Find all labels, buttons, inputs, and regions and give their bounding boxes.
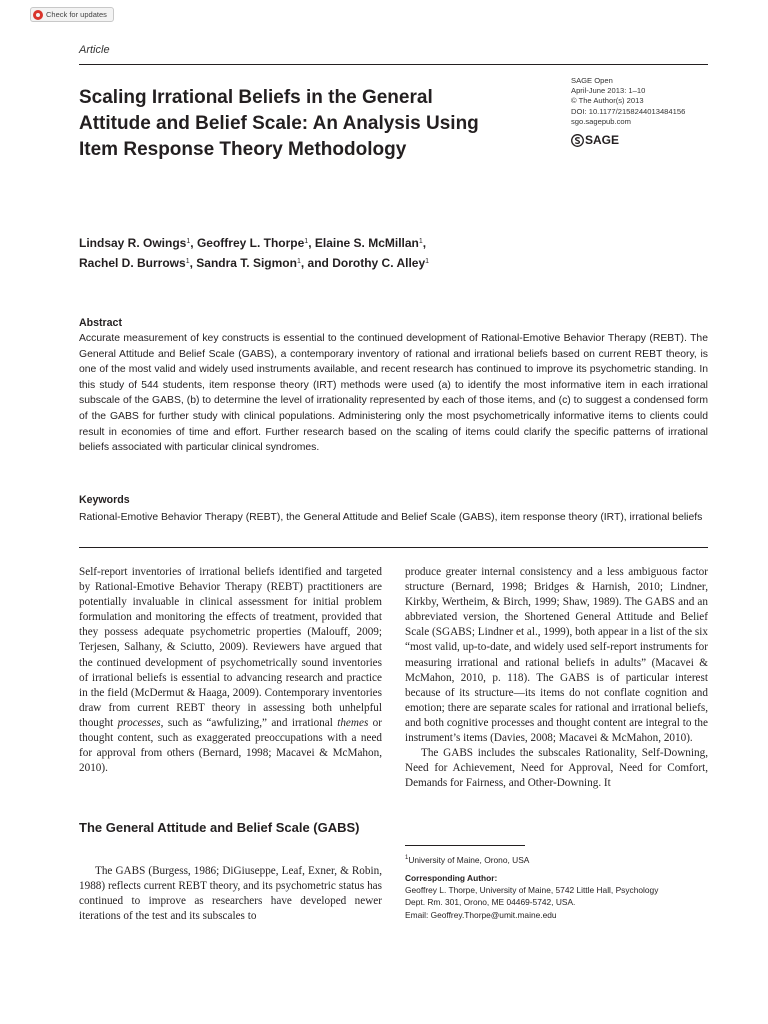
keywords-heading: Keywords (79, 494, 130, 506)
author-list (79, 233, 639, 273)
sage-logo-icon (571, 134, 584, 147)
section-heading-gabs: The General Attitude and Belief Scale (GABS) (79, 820, 360, 835)
crossmark-icon (33, 10, 43, 20)
abstract-divider (79, 547, 708, 548)
paragraph: The GABS includes the subscales Rationality, Self-Downing, Need for Achievement, Need for Approval, Need for Comfort, Demands for Fairness, and Other-Downing. It (405, 747, 708, 790)
author: Dorothy C. Alley$^1$ (332, 256, 430, 270)
keywords-text: Rational-Emotive Behavior Therapy (REBT), the General Attitude and Belief Scale (GABS), item response theory (IRT), irrational beliefs (79, 512, 703, 523)
right-column-text (405, 565, 708, 791)
sage-logo-text: SAGE (585, 133, 620, 147)
check-for-updates-label: Check for updates (46, 10, 107, 19)
gabs-paragraph: The GABS (Burgess, 1986; DiGiuseppe, Leaf, Exner, & Robin, 1988) reflects current REBT theory, and its psychometric status has continued to improve as researchers have developed newer iterations of the test and its subscales to (79, 865, 382, 923)
header-divider (79, 64, 708, 65)
sage-logo (571, 133, 619, 147)
author: Rachel D. Burrows$^1$, (79, 256, 197, 270)
paper-title: Scaling Irrational Beliefs in the General Attitude and Belief Scale: An Analysis Using Item Response Theory Methodology (79, 87, 479, 160)
journal-copyright: © The Author(s) 2013 (571, 96, 644, 106)
author: Lindsay R. Owings$^1$, (79, 236, 197, 250)
journal-meta (571, 76, 685, 127)
journal-name: SAGE Open (571, 76, 613, 85)
article-type-label: Article (79, 44, 110, 56)
author: Elaine S. McMillan$^1$, (314, 236, 427, 250)
journal-issue: April-June 2013: 1–10 (571, 86, 646, 96)
abstract-text: Accurate measurement of key constructs is essential to the continued development of Rational-Emotive Behavior Therapy (REBT). The General Attitude and Belief Scale (GABS), a contemporary inventory of rational and irrational beliefs based on current REBT theory, is one of the most valid and widely used instruments available, and recent research has continued to improve its psychometric standing. In this study of 544 students, item response theory (IRT) methods were used (a) to identify the most informative item in each irrational subscale of the GABS, (b) to determine the level of irrationality represented by each of those items, and (c) to suggest a condensed form of the GABS for further study with clinical populations. Administering only the most psychometrically informative items to clients could result in economies of time and effort. Further research based on the scaling of items could clarify the specific patterns of irrational beliefs associated with particular clinical syndromes. (79, 333, 708, 454)
paragraph: produce greater internal consistency and a less ambiguous factor structure (Bernard, 1998; Bridges & Harnish, 2010; Lindner, Kirkby, Wertheim, & Birch, 1999; Shaw, 1989). The GABS and an abbreviated version, the Shortened General Attitude and Belief Scale (SGABS; Lindner et al., 1999), both appear in a list of the six “most valid, up-to-date, and widely used self-report instruments for measuring irrational and rational beliefs in adults” (Macavei & McMahon, 2010, p. 118). The GABS is of particular interest because of its structure—its items do not conflate cognition and emotion; there are separate scales for rational and irrational beliefs, and both cognitive processes and thought content are integral to the instrument’s items (Davies, 2008; Macavei & McMahon, 2010). (405, 566, 708, 745)
emphasis-themes: themes (337, 716, 369, 729)
abstract-heading: Abstract (79, 317, 122, 329)
corresponding-author-line: Dept. Rm. 301, Orono, ME 04469-5742, USA. (405, 897, 576, 908)
emphasis-processes: processes (117, 716, 161, 729)
journal-url[interactable]: sgo.sagepub.com (571, 116, 631, 126)
footnote (405, 852, 708, 921)
corresponding-author-heading: Corresponding Author: (405, 873, 498, 883)
corresponding-author-email[interactable]: Email: Geoffrey.Thorpe@umit.maine.edu (405, 909, 557, 920)
intro-paragraph: Self-report inventories of irrational beliefs identified and targeted by Rational-Emotive Behavior Therapy (REBT) practitioners are potentially invaluable in clinical assessment for initial problem formulation and monitoring the effects of treatment, provided that they possess adequate psychometric properties (Malouff, 2009; Terjesen, Salhany, & Sciutto, 2009). Reviewers have argued that the continued development of psychometrically sound inventories of irrational beliefs is essential to advancing research and practice in the field (McDermut & Haaga, 2009). Contemporary inventories draw from current REBT theory in assessing both unhelpful thought processes, such as “awfulizing,” and irrational themes or thought content, such as exaggerated preoccupations with a need for approval from others (Bernard, 1998; Macavei & McMahon, 2010). (79, 566, 383, 775)
author: Sandra T. Sigmon$^1$, and (196, 256, 333, 270)
footnote-divider (405, 845, 525, 846)
check-for-updates-button[interactable] (30, 7, 114, 22)
affiliation: $^1$University of Maine, Orono, USA (405, 854, 530, 865)
corresponding-author-line: Geoffrey L. Thorpe, University of Maine, 5742 Little Hall, Psychology (405, 885, 659, 896)
journal-doi[interactable]: DOI: 10.1177/2158244013484156 (571, 106, 686, 116)
author: Geoffrey L. Thorpe$^1$, (196, 236, 315, 250)
